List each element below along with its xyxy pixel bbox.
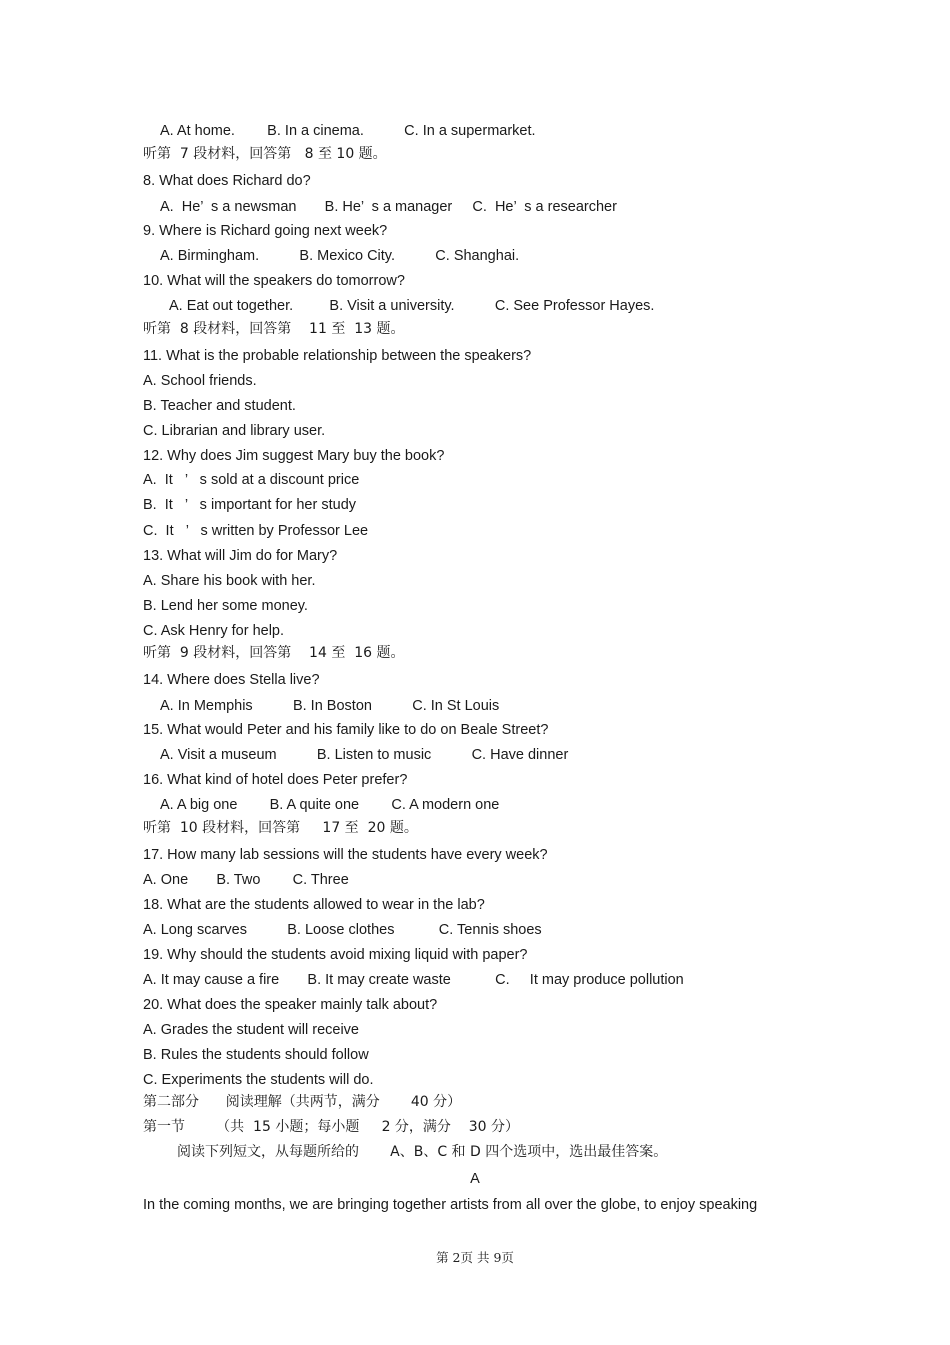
q7-options: A. At home. B. In a cinema. C. In a supermarket. bbox=[160, 123, 536, 139]
q13-option-c: C. Ask Henry for help. bbox=[143, 623, 285, 639]
q11-option-a: A. School friends. bbox=[143, 373, 257, 389]
section-instruction-7: 听第 7 段材料，回答第 8 至 10 题。 bbox=[143, 146, 387, 162]
q20-option-c: C. Experiments the students will do. bbox=[143, 1072, 374, 1088]
question-15: 15. What would Peter and his family like to do on Beale Street? bbox=[143, 722, 549, 738]
question-12: 12. Why does Jim suggest Mary buy the book? bbox=[143, 448, 445, 464]
question-20: 20. What does the speaker mainly talk about? bbox=[143, 997, 438, 1013]
q11-option-c: C. Librarian and library user. bbox=[143, 423, 326, 439]
q15-options: A. Visit a museum B. Listen to music C. Have dinner bbox=[160, 747, 569, 763]
question-8: 8. What does Richard do? bbox=[143, 173, 311, 189]
section-one-heading: 第一节 （共 15 小题；每小题 2 分，满分 30 分） bbox=[143, 1119, 519, 1135]
q12-option-b: B. It ’ s important for her study bbox=[143, 497, 357, 513]
question-19: 19. Why should the students avoid mixing liquid with paper? bbox=[143, 947, 528, 963]
question-16: 16. What kind of hotel does Peter prefer? bbox=[143, 772, 408, 788]
q17-options: A. One B. Two C. Three bbox=[143, 872, 349, 888]
part-two-heading: 第二部分 阅读理解（共两节，满分 40 分） bbox=[143, 1094, 462, 1110]
passage-first-line: In the coming months, we are bringing together artists from all over the globe, to enjoy speaking bbox=[143, 1197, 758, 1213]
q13-option-a: A. Share his book with her. bbox=[143, 573, 316, 589]
q11-option-b: B. Teacher and student. bbox=[143, 398, 296, 414]
q9-options: A. Birmingham. B. Mexico City. C. Shanghai. bbox=[160, 248, 520, 264]
q13-option-b: B. Lend her some money. bbox=[143, 598, 308, 614]
section-instruction-8: 听第 8 段材料，回答第 11 至 13 题。 bbox=[143, 321, 405, 337]
q14-options: A. In Memphis B. In Boston C. In St Louis bbox=[160, 698, 500, 714]
reading-instructions: 阅读下列短文，从每题所给的 A、B、C 和 D 四个选项中，选出最佳答案。 bbox=[177, 1144, 668, 1160]
question-13: 13. What will Jim do for Mary? bbox=[143, 548, 338, 564]
q19-options: A. It may cause a fire B. It may create waste C. It may produce pollution bbox=[143, 972, 684, 988]
q18-options: A. Long scarves B. Loose clothes C. Tennis shoes bbox=[143, 922, 542, 938]
section-instruction-10: 听第 10 段材料，回答第 17 至 20 题。 bbox=[143, 820, 418, 836]
section-instruction-9: 听第 9 段材料，回答第 14 至 16 题。 bbox=[143, 645, 405, 661]
q20-option-b: B. Rules the students should follow bbox=[143, 1047, 369, 1063]
question-11: 11. What is the probable relationship between the speakers? bbox=[143, 348, 532, 364]
question-9: 9. Where is Richard going next week? bbox=[143, 223, 388, 239]
q10-options: A. Eat out together. B. Visit a university. C. See Professor Hayes. bbox=[169, 298, 655, 314]
question-18: 18. What are the students allowed to wear in the lab? bbox=[143, 897, 485, 913]
question-17: 17. How many lab sessions will the students have every week? bbox=[143, 847, 548, 863]
question-10: 10. What will the speakers do tomorrow? bbox=[143, 273, 405, 289]
question-14: 14. Where does Stella live? bbox=[143, 672, 320, 688]
q12-option-a: A. It ’ s sold at a discount price bbox=[143, 472, 360, 488]
q16-options: A. A big one B. A quite one C. A modern one bbox=[160, 797, 500, 813]
passage-label: A bbox=[470, 1171, 480, 1187]
q20-option-a: A. Grades the student will receive bbox=[143, 1022, 359, 1038]
page-footer: 第 2页 共 9页 bbox=[436, 1250, 514, 1265]
q8-options: A. He’ s a newsman B. He’ s a manager C. He’ s a researcher bbox=[160, 199, 617, 215]
q12-option-c: C. It ’ s written by Professor Lee bbox=[143, 523, 369, 539]
